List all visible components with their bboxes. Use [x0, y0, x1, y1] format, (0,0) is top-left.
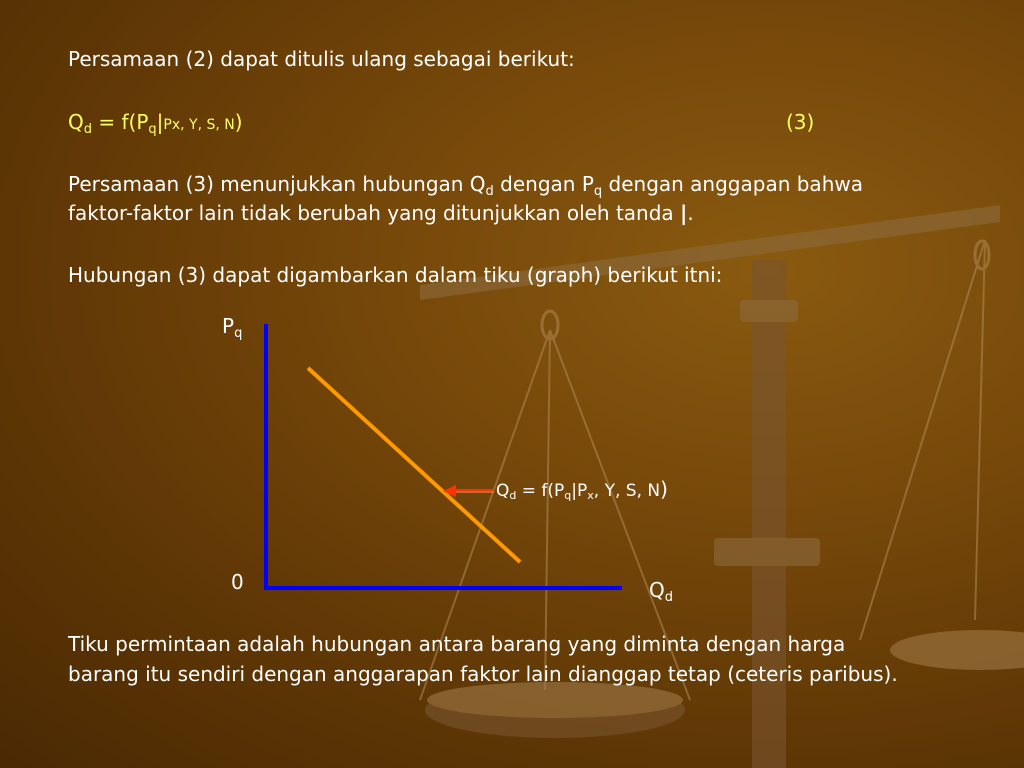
- conclusion-line-2: barang itu sendiri dengan anggarapan faktor lain dianggap tetap (ceteris paribus).: [68, 662, 898, 686]
- explanation-line-2: faktor-faktor lain tidak berubah yang ditunjukkan oleh tanda |.: [68, 201, 694, 225]
- explanation-line-1: Persamaan (3) menunjukkan hubungan $Q_d$ dengan $P_q$ dengan anggapan bahwa: [68, 172, 863, 199]
- intro-text: Persamaan (2) dapat ditulis ulang sebagai berikut:: [68, 47, 575, 71]
- demand-curve: [308, 368, 520, 562]
- conclusion-line-1: Tiku permintaan adalah hubungan antara barang yang diminta dengan harga: [68, 632, 846, 656]
- x-axis-label: $Q_d$: [649, 578, 674, 605]
- curve-label-arrow: [443, 485, 494, 497]
- equation-number: (3): [786, 110, 815, 134]
- graph-intro-text: Hubungan (3) dapat digambarkan dalam tiku (graph) berikut itni:: [68, 263, 723, 287]
- origin-label: 0: [231, 570, 244, 594]
- equation-3: $Q_d = f(P_q|Px$, Y, S, N): [68, 110, 243, 137]
- demand-curve-label: $Q_d = f(P_q|P_x$, Y, S, N): [496, 477, 668, 502]
- y-axis-label: $P_q$: [222, 314, 243, 341]
